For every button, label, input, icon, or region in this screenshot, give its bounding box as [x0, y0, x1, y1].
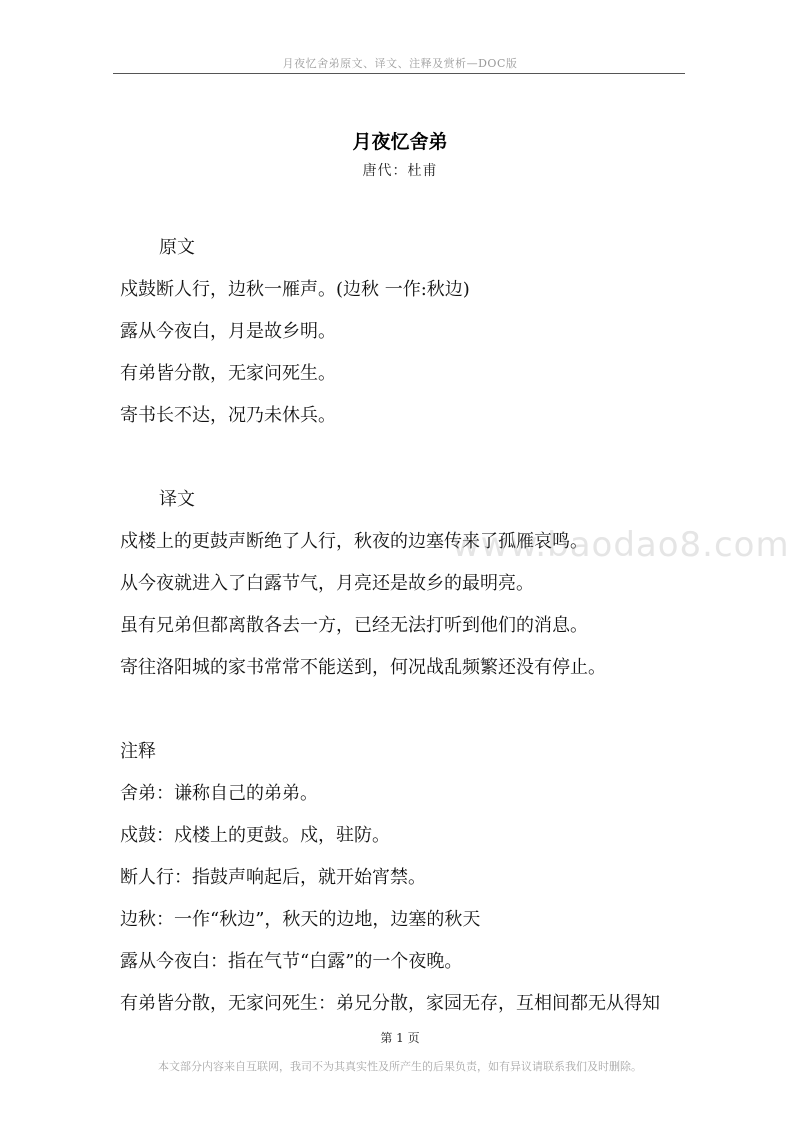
poem-title: 月夜忆舍弟	[352, 131, 448, 153]
translation-line: 虽有兄弟但都离散各去一方，已经无法打听到他们的消息。	[120, 615, 588, 636]
note-line: 有弟皆分散，无家问死生：弟兄分散，家园无存，互相间都无从得知	[120, 993, 660, 1014]
note-line: 舍弟：谦称自己的弟弟。	[120, 783, 318, 804]
translation-line: 戍楼上的更鼓声断绝了人行，秋夜的边塞传来了孤雁哀鸣。	[120, 531, 588, 552]
page-header: 月夜忆舍弟原文、译文、注释及赏析—DOC版	[282, 57, 518, 70]
original-heading: 原文	[159, 237, 195, 258]
translation-line: 寄往洛阳城的家书常常不能送到，何况战乱频繁还没有停止。	[120, 657, 606, 678]
page-footer: 本文部分内容来自互联网，我司不为其真实性及所产生的后果负责，如有异议请联系我们及时删除。	[158, 1060, 642, 1073]
original-line: 露从今夜白，月是故乡明。	[120, 321, 336, 342]
note-line: 戍鼓：戍楼上的更鼓。戍，驻防。	[120, 825, 390, 846]
translation-line: 从今夜就进入了白露节气，月亮还是故乡的最明亮。	[120, 573, 534, 594]
watermark: www.baodao8.com	[452, 525, 790, 565]
original-line: 戍鼓断人行，边秋一雁声。(边秋 一作:秋边)	[120, 279, 470, 300]
note-line: 露从今夜白：指在气节“白露”的一个夜晚。	[120, 951, 463, 972]
translation-heading: 译文	[159, 489, 195, 510]
note-line: 断人行：指鼓声响起后，就开始宵禁。	[120, 867, 426, 888]
poem-author: 唐代：杜甫	[362, 163, 438, 179]
notes-heading: 注释	[120, 741, 156, 762]
original-line: 有弟皆分散，无家问死生。	[120, 363, 336, 384]
original-line: 寄书长不达，况乃未休兵。	[120, 405, 336, 426]
note-line: 边秋：一作“秋边”，秋天的边地，边塞的秋天	[120, 909, 481, 930]
page-number: 第 1 页	[380, 1031, 420, 1045]
header-divider	[113, 73, 685, 74]
